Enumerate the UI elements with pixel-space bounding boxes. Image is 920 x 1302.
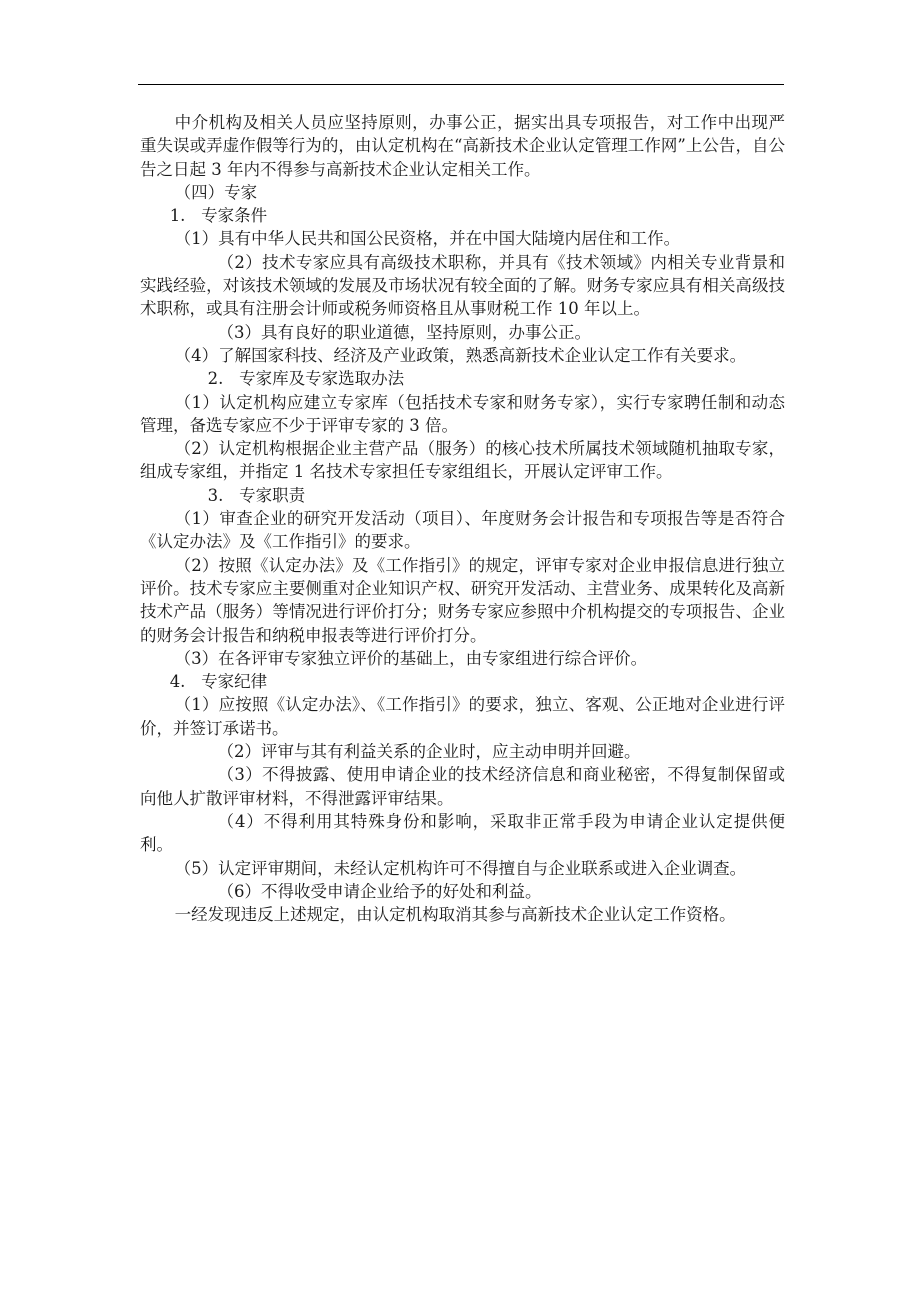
document-body [140,111,785,926]
list-item: （3）在各评审专家独立评价的基础上，由专家组进行综合评价。 [174,648,648,668]
list-item: （2）认定机构根据企业主营产品（服务）的核心技术所属技术领域随机抽取专家，组成专家组，并指定 1 名技术专家担任专家组组长，开展认定评审工作。 [140,439,785,482]
list-item: （2）技术专家应具有高级技术职称，并具有《技术领域》内相关专业背景和实践经验，对该技术领域的发展及市场状况有较全面的了解。财务专家应具有相关高级技术职称，或具有注册会计师或税务师资格且从事财税工作 10 年以上。 [140,252,785,319]
list-item: （3）不得披露、使用申请企业的技术经济信息和商业秘密，不得复制保留或向他人扩散评审材料，不得泄露评审结果。 [140,765,785,808]
list-item: （4）不得利用其特殊身份和影响，采取非正常手段为申请企业认定提供便利。 [140,811,785,855]
subheading-expert-pool: 2. 专家库及专家选取办法 [207,369,405,389]
list-item: （3）具有良好的职业道德，坚持原则，办事公正。 [217,322,592,342]
list-item: （1）应按照《认定办法》、《工作指引》的要求，独立、客观、公正地对企业进行评价，并签订承诺书。 [140,695,785,738]
list-item: （1）审查企业的研究开发活动（项目）、年度财务会计报告和专项报告等是否符合《认定办法》及《工作指引》的要求。 [140,509,785,552]
subheading-expert-duties: 3. 专家职责 [207,485,306,505]
subheading-expert-discipline: 4. 专家纪律 [169,672,268,692]
list-item: （2）按照《认定办法》及《工作指引》的规定，评审专家对企业申报信息进行独立评价。技术专家应主要侧重对企业知识产权、研究开发活动、主营业务、成果转化及高新技术产品（服务）等情况进行评价打分；财务专家应参照中介机构提交的专项报告、企业的财务会计报告和纳税申报表等进行评价打分。 [140,555,785,645]
paragraph-closing: 一经发现违反上述规定，由认定机构取消其参与高新技术企业认定工作资格。 [174,905,736,925]
list-item: （2）评审与其有利益关系的企业时，应主动申明并回避。 [217,742,641,762]
paragraph-intermediary-rules: 中介机构及相关人员应坚持原则，办事公正，据实出具专项报告，对工作中出现严重失误或弄虚作假等行为的，由认定机构在“高新技术企业认定管理工作网”上公告，自公告之日起 3 年内不得参与高新技术企业认定相关工作。 [140,113,785,179]
subheading-expert-conditions: 1. 专家条件 [169,206,268,226]
list-item: （5）认定评审期间，未经认定机构许可不得擅自与企业联系或进入企业调查。 [174,858,747,878]
list-item: （4）了解国家科技、经济及产业政策，熟悉高新技术企业认定工作有关要求。 [174,345,747,365]
section-heading-experts: （四）专家 [174,182,258,202]
list-item: （1）认定机构应建立专家库（包括技术专家和财务专家），实行专家聘任制和动态管理，备选专家应不少于评审专家的 3 倍。 [140,392,785,435]
list-item: （6）不得收受申请企业给予的好处和利益。 [217,881,542,901]
list-item: （1）具有中华人民共和国公民资格，并在中国大陆境内居住和工作。 [174,229,681,249]
header-rule [138,84,784,85]
